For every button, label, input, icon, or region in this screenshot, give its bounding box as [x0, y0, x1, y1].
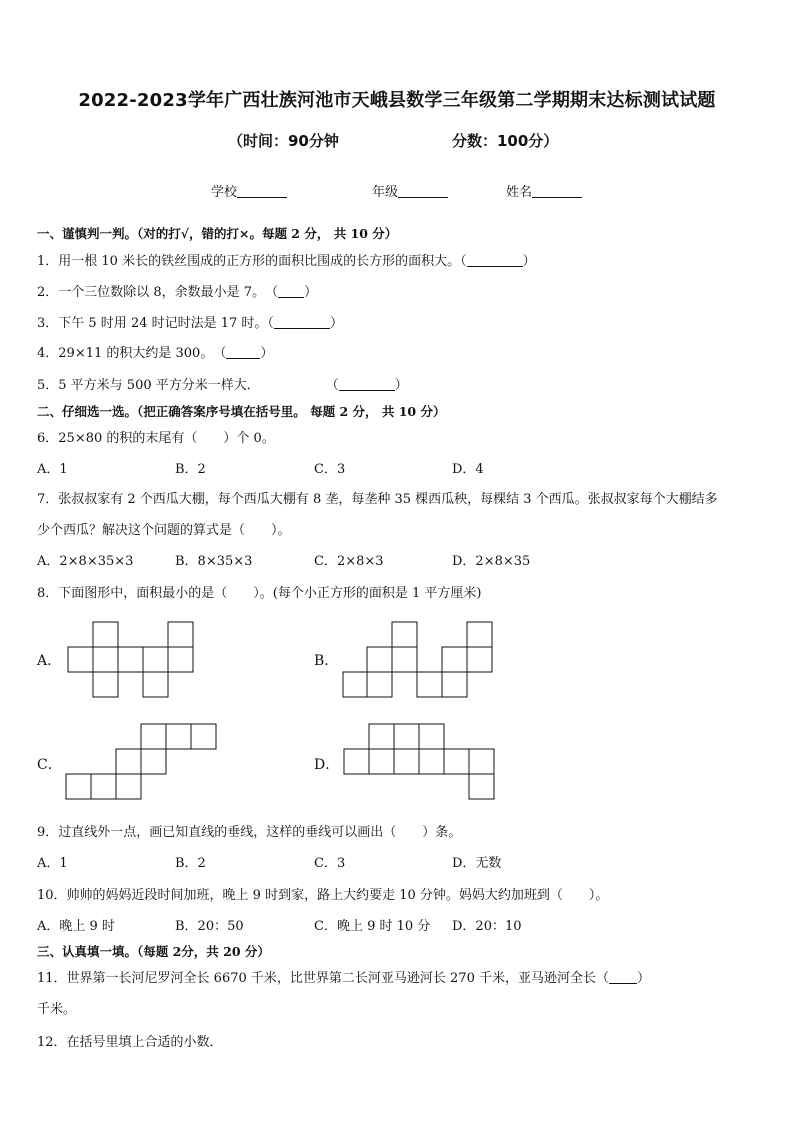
- option-a[interactable]: A．1: [37, 856, 68, 871]
- answer-blank[interactable]: [609, 969, 637, 984]
- figure-b-label[interactable]: B．: [314, 653, 339, 669]
- question-12: 12．在括号里填上合适的小数．: [37, 1035, 223, 1050]
- question-1-text: 1．用一根 10 米长的铁丝围成的正方形的面积比围成的长方形的面积大。: [37, 254, 461, 269]
- option-b[interactable]: B．8×35×3: [175, 554, 253, 569]
- question-11-line-1: 11．世界第一长河尼罗河全长 6670 千米，比世界第二长河亚马逊河长 270 千米，亚马逊河全长（ ）: [37, 971, 650, 986]
- figure-a-label[interactable]: A．: [37, 653, 62, 669]
- question-8: 8．下面图形中，面积最小的是（ ）。(每个小正方形的面积是 1 平方厘米): [37, 586, 482, 601]
- figure-c: [66, 724, 216, 799]
- option-c[interactable]: C．2×8×3: [314, 554, 384, 569]
- name-label: 姓名: [506, 185, 533, 200]
- question-9: 9．过直线外一点，画已知直线的垂线，这样的垂线可以画出（ ）条。: [37, 825, 462, 840]
- question-1: 1．用一根 10 米长的铁丝围成的正方形的面积比围成的长方形的面积大。（ ）: [37, 254, 536, 269]
- question-6: 6．25×80 的积的末尾有（ ）个 0。: [37, 431, 275, 446]
- section-1-heading: 一、谨慎判一判。（对的打√，错的打×。每题 2 分， 共 10 分）: [37, 226, 398, 241]
- figure-b: [343, 622, 492, 697]
- score-label: 分数：100分）: [452, 132, 559, 150]
- grade-label: 年级: [372, 185, 399, 200]
- option-a[interactable]: A．2×8×35×3: [37, 554, 134, 569]
- question-10: 10．帅帅的妈妈近段时间加班，晚上 9 时到家，路上大约要走 10 分钟。妈妈大约加班到（ ）。: [37, 888, 609, 903]
- question-5: 5．5 平方米与 500 平方分米一样大． （ ）: [37, 378, 408, 393]
- option-a[interactable]: A．1: [37, 462, 68, 477]
- section-2-heading: 二、仔细选一选。（把正确答案序号填在括号里。 每题 2 分， 共 10 分）: [37, 404, 446, 419]
- option-d[interactable]: D．2×8×35: [452, 554, 531, 569]
- option-b[interactable]: B．20：50: [175, 919, 244, 934]
- question-7-line-2: 少个西瓜？解决这个问题的算式是（ ）。: [37, 523, 291, 538]
- section-3-heading: 三、认真填一填。（每题 2分，共 20 分）: [37, 944, 270, 959]
- question-4-text: 4．29×11 的积大约是 300。: [37, 346, 207, 361]
- question-7-line-1: 7．张叔叔家有 2 个西瓜大棚，每个西瓜大棚有 8 垄，每垄种 35 棵西瓜秧，每棵结 3 个西瓜。张叔叔家每个大棚结多: [37, 492, 718, 507]
- option-d[interactable]: D．无数: [452, 856, 502, 871]
- question-5-text: 5．5 平方米与 500 平方分米一样大．: [37, 378, 260, 393]
- option-b[interactable]: B．2: [175, 856, 206, 871]
- figure-a: [68, 622, 193, 697]
- school-label: 学校: [211, 185, 238, 200]
- question-2-text: 2．一个三位数除以 8，余数最小是 7。: [37, 285, 259, 300]
- question-2: 2．一个三位数除以 8，余数最小是 7。 （ ）: [37, 285, 318, 300]
- question-3-text: 3．下午 5 时用 24 时记时法是 17 时。: [37, 316, 268, 331]
- option-b[interactable]: B．2: [175, 462, 206, 477]
- figure-d: [344, 724, 494, 799]
- page-title: 2022-2023学年广西壮族河池市天峨县数学三年级第二学期期末达标测试试题: [78, 90, 716, 111]
- option-c[interactable]: C．晚上 9 时 10 分: [314, 919, 431, 934]
- question-3: 3．下午 5 时用 24 时记时法是 17 时。（ ）: [37, 316, 343, 331]
- figure-c-label[interactable]: C．: [37, 757, 62, 773]
- question-4: 4．29×11 的积大约是 300。 （ ）: [37, 346, 274, 361]
- option-d[interactable]: D．20：10: [452, 919, 522, 934]
- option-c[interactable]: C．3: [314, 856, 346, 871]
- option-a[interactable]: A．晚上 9 时: [37, 919, 115, 934]
- option-c[interactable]: C．3: [314, 462, 346, 477]
- time-label: （时间：90分钟: [228, 132, 339, 150]
- figure-d-label[interactable]: D．: [314, 757, 340, 773]
- question-11-line-2: 千米。: [37, 1002, 77, 1017]
- option-d[interactable]: D．4: [452, 462, 484, 477]
- question-11-text: 11．世界第一长河尼罗河全长 6670 千米，比世界第二长河亚马逊河长 270 千米，亚马逊河全长（: [37, 971, 609, 986]
